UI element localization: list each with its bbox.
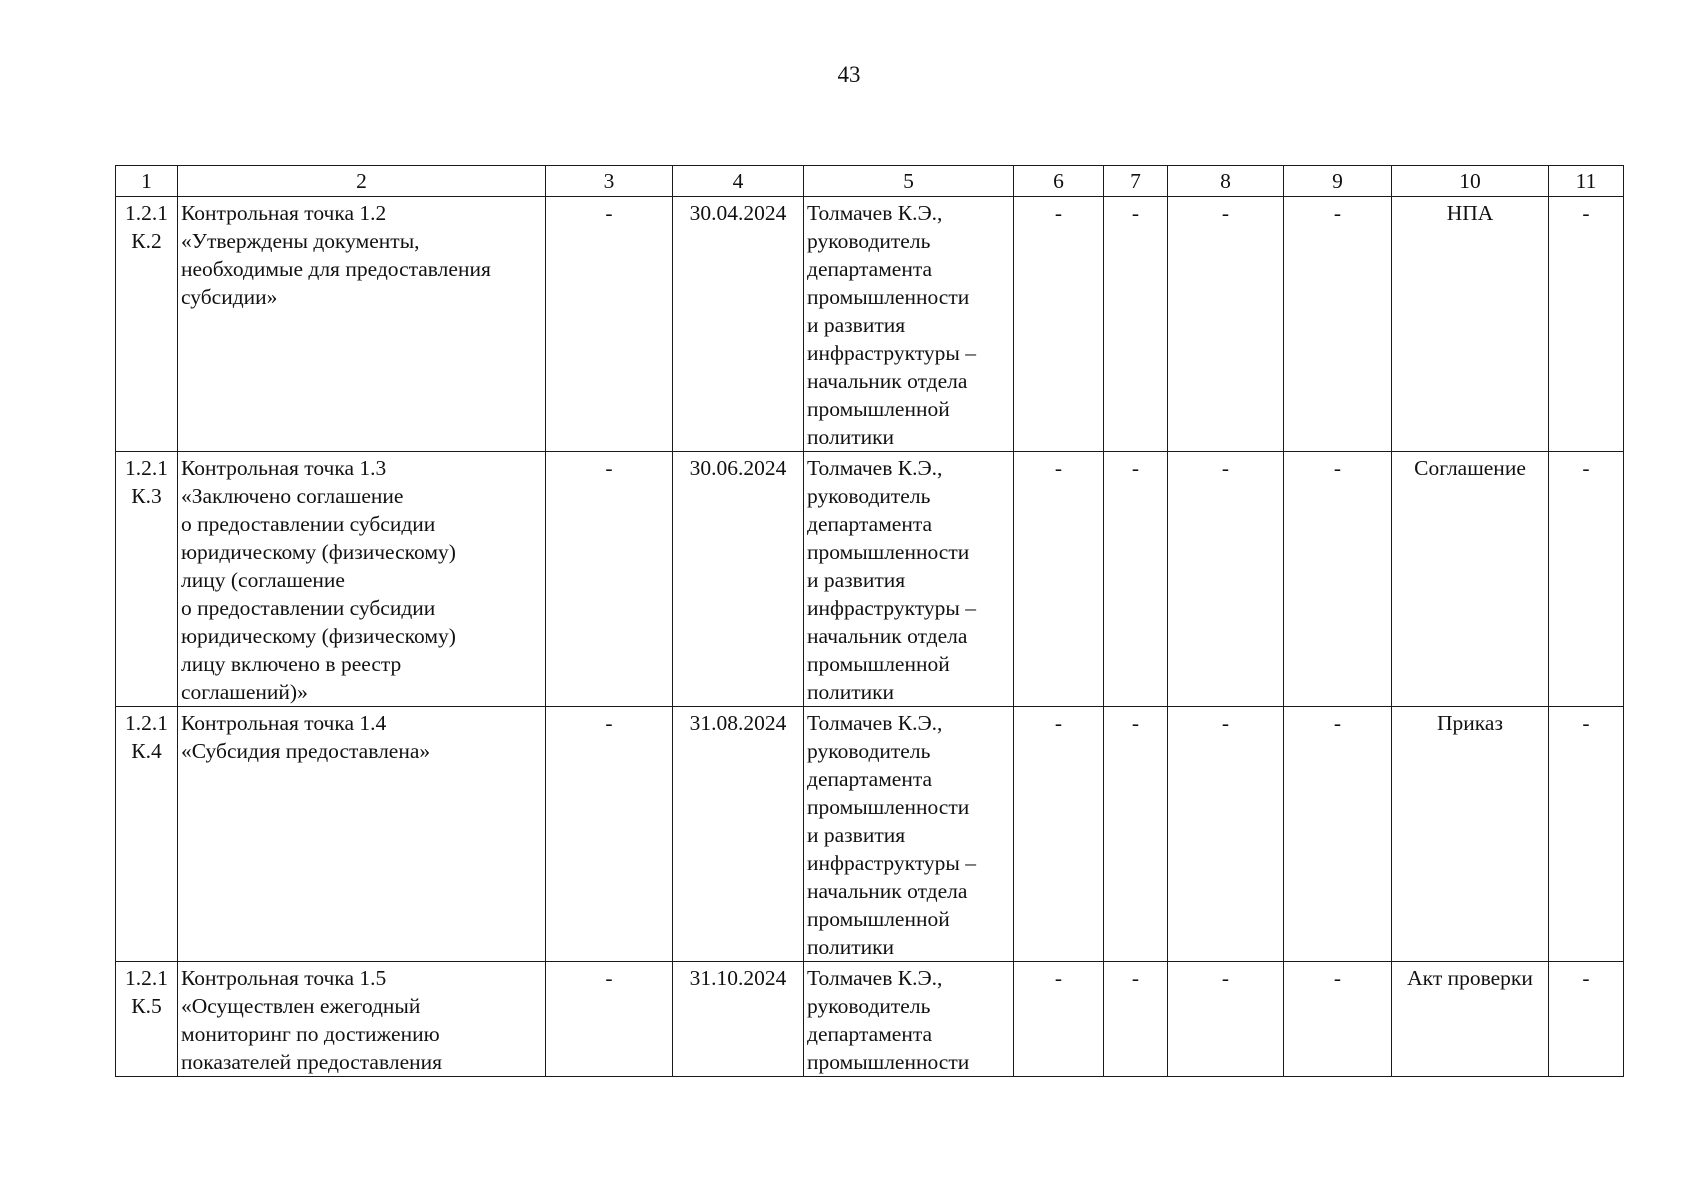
row-resp-line: промышленной [807,652,950,676]
control-points-table [115,165,1624,1077]
row-code [116,452,178,707]
row-name-line: Контрольная точка 1.2 [181,201,387,225]
row-resp-line: политики [807,425,895,449]
row-document: Соглашение [1392,452,1549,707]
row-resp-line: департамента [807,512,933,536]
row-name-line: «Утверждены документы, [181,229,420,253]
row-resp-line: и развития [807,823,906,847]
row-col7: - [1104,452,1168,707]
row-code-line: К.4 [131,739,162,763]
row-responsible [804,707,1014,962]
row-resp-line: начальник отдела [807,879,968,903]
row-resp-line: и развития [807,568,906,592]
row-code-line: К.3 [131,484,162,508]
row-resp-line: инфраструктуры – [807,596,976,620]
row-name-line: Контрольная точка 1.5 [181,966,387,990]
row-col6: - [1014,452,1104,707]
row-col3: - [546,962,673,1077]
page-number: 43 [837,62,861,87]
row-col7: - [1104,197,1168,452]
row-document: Акт проверки [1392,962,1549,1077]
row-col8: - [1168,707,1284,962]
row-col9: - [1284,962,1392,1077]
row-name [178,707,546,962]
row-name-line: «Заключено соглашение [181,484,404,508]
row-col8: - [1168,962,1284,1077]
row-col7: - [1104,707,1168,962]
row-code-line: 1.2.1 [125,201,168,225]
row-col9: - [1284,707,1392,962]
row-name-line: «Осуществлен ежегодный [181,994,421,1018]
row-resp-line: и развития [807,313,906,337]
table-row [116,197,1624,452]
header-col-9: 9 [1284,166,1392,197]
table-row [116,707,1624,962]
row-resp-line: промышленной [807,907,950,931]
header-col-6: 6 [1014,166,1104,197]
row-name-line: Контрольная точка 1.4 [181,711,387,735]
row-name-line: лицу (соглашение [181,568,345,592]
row-col8: - [1168,452,1284,707]
row-date: 31.08.2024 [673,707,804,962]
row-document: НПА [1392,197,1549,452]
row-name-line: показателей предоставления [181,1050,443,1074]
row-resp-line: начальник отдела [807,624,968,648]
row-resp-line: политики [807,935,895,959]
table-row [116,962,1624,1077]
header-col-3: 3 [546,166,673,197]
header-col-7: 7 [1104,166,1168,197]
row-col9: - [1284,452,1392,707]
row-date: 30.06.2024 [673,452,804,707]
row-col6: - [1014,197,1104,452]
header-col-4: 4 [673,166,804,197]
row-responsible [804,962,1014,1077]
row-name [178,452,546,707]
table-row [116,452,1624,707]
row-col8: - [1168,197,1284,452]
row-resp-line: Толмачев К.Э., [807,456,943,480]
row-name-line: о предоставлении субсидии [181,512,436,536]
row-name-line: Контрольная точка 1.3 [181,456,387,480]
row-code-line: 1.2.1 [125,456,168,480]
row-code-line: К.2 [131,229,162,253]
table-header-row [116,166,1624,197]
row-resp-line: политики [807,680,895,704]
row-date: 31.10.2024 [673,962,804,1077]
row-resp-line: начальник отдела [807,369,968,393]
row-resp-line: Толмачев К.Э., [807,966,943,990]
row-name-line: необходимые для предоставления [181,257,491,281]
header-col-1: 1 [116,166,178,197]
header-col-11: 11 [1549,166,1624,197]
row-col6: - [1014,962,1104,1077]
row-resp-line: Толмачев К.Э., [807,201,943,225]
row-col6: - [1014,707,1104,962]
row-col3: - [546,452,673,707]
row-date: 30.04.2024 [673,197,804,452]
row-code [116,197,178,452]
row-resp-line: промышленности [807,1050,970,1074]
row-resp-line: департамента [807,257,933,281]
row-name-line: о предоставлении субсидии [181,596,436,620]
row-resp-line: промышленности [807,795,970,819]
row-code [116,707,178,962]
header-col-10: 10 [1392,166,1549,197]
row-name [178,197,546,452]
row-col3: - [546,707,673,962]
row-name-line: юридическому (физическому) [181,624,456,648]
row-name-line: юридическому (физическому) [181,540,456,564]
row-resp-line: руководитель [807,229,931,253]
row-code-line: 1.2.1 [125,966,168,990]
row-resp-line: руководитель [807,994,931,1018]
row-col11: - [1549,197,1624,452]
row-code-line: 1.2.1 [125,711,168,735]
row-col11: - [1549,452,1624,707]
row-code [116,962,178,1077]
row-resp-line: промышленной [807,397,950,421]
row-name [178,962,546,1077]
row-resp-line: Толмачев К.Э., [807,711,943,735]
row-col3: - [546,197,673,452]
row-resp-line: инфраструктуры – [807,341,976,365]
row-col11: - [1549,962,1624,1077]
row-resp-line: промышленности [807,540,970,564]
row-col7: - [1104,962,1168,1077]
row-responsible [804,197,1014,452]
row-code-line: К.5 [131,994,162,1018]
row-resp-line: руководитель [807,484,931,508]
row-resp-line: руководитель [807,739,931,763]
header-col-5: 5 [804,166,1014,197]
row-resp-line: департамента [807,1022,933,1046]
row-resp-line: департамента [807,767,933,791]
row-col11: - [1549,707,1624,962]
row-name-line: мониторинг по достижению [181,1022,440,1046]
row-resp-line: промышленности [807,285,970,309]
row-col9: - [1284,197,1392,452]
row-name-line: соглашений)» [181,680,308,704]
row-resp-line: инфраструктуры – [807,851,976,875]
row-name-line: субсидии» [181,285,278,309]
header-col-2: 2 [178,166,546,197]
row-document: Приказ [1392,707,1549,962]
row-name-line: «Субсидия предоставлена» [181,739,431,763]
header-col-8: 8 [1168,166,1284,197]
row-name-line: лицу включено в реестр [181,652,402,676]
row-responsible [804,452,1014,707]
